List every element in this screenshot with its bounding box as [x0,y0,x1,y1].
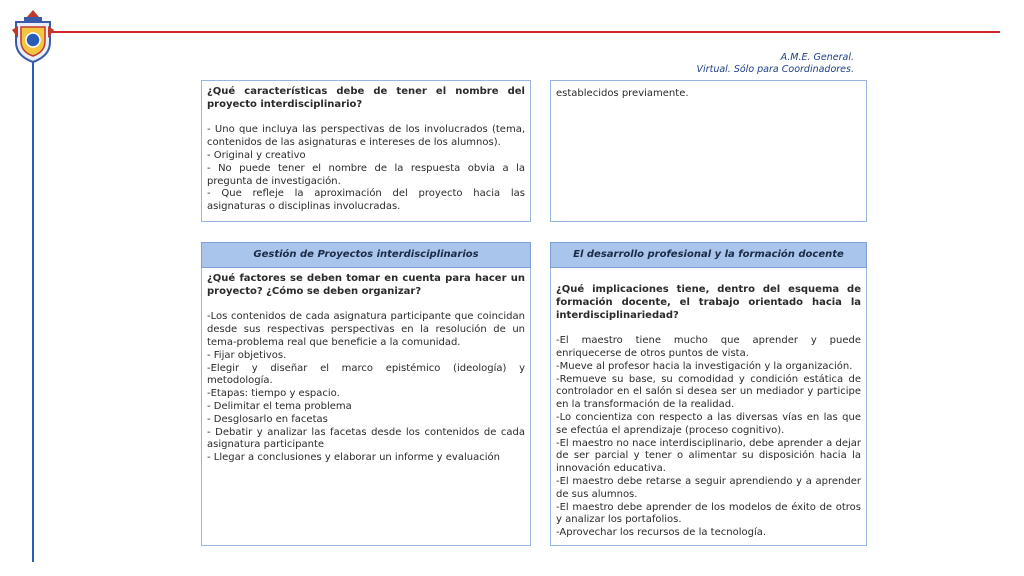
header-red-rule [28,31,1000,33]
list-item: -Mueve al profesor hacia la investigación y la organización. [556,360,853,372]
list-item: -Elegir y diseñar el marco epistémico (ideología) y metodología. [207,362,525,387]
list-item: - Delimitar el tema problema [207,400,352,412]
institution-crest-icon [10,8,56,64]
list-item: - Llegar a conclusiones y elaborar un informe y evaluación [207,452,500,464]
top-left-content [207,86,525,214]
list-item: - Desglosarlo en facetas [207,413,328,425]
list-item: - No puede tener el nombre de la respuesta obvia a la pregunta de investigación. [207,162,525,187]
header-line-2: Virtual. Sólo para Coordinadores. [696,64,854,75]
list-item: - Debatir y analizar las facetas desde los contenidos de cada asignatura participante [207,426,525,451]
header-caption [697,52,854,76]
bottom-left-title: Gestión de Proyectos interdisciplinarios [201,242,531,268]
bottom-right-title: El desarrollo profesional y la formación docente [550,242,867,268]
list-item: -Lo concientiza con respecto a las diversas vías en las que se efectúa el aprendizaje (proceso cognitivo). [556,411,861,436]
list-item: - Uno que incluya las perspectivas de los involucrados (tema, contenidos de las asignaturas e intereses de los alumnos). [207,124,525,149]
list-item: -Aprovechar los recursos de la tecnología. [556,527,767,539]
header-line-1: A.M.E. General. [780,52,854,63]
bottom-right-question: ¿Qué implicaciones tiene, dentro del esquema de formación docente, el trabajo orientado hacia la interdisciplinariedad? [556,284,861,321]
list-item: -Los contenidos de cada asignatura participante que coincidan desde sus respectivas perspectivas en la resolución de un tema-problema real que beneficie a la comunidad. [207,311,525,348]
list-item: - Original y creativo [207,149,306,161]
top-right-box [550,80,867,222]
bottom-left-content [207,273,525,465]
list-item: -El maestro tiene mucho que aprender y puede enriquecerse de otros puntos de vista. [556,335,861,359]
list-item: -El maestro debe aprender de los modelos de éxito de otros y analizar los portafolios. [556,501,861,526]
list-item: - Que refleje la aproximación del proyecto hacia las asignaturas o disciplinas involucradas. [207,188,525,213]
bottom-left-question: ¿Qué factores se deben tomar en cuenta para hacer un proyecto? ¿Cómo se deben organizar? [207,273,525,297]
bottom-right-content [556,284,861,540]
continued-text: establecidos previamente. [556,88,689,99]
left-blue-rule [32,40,34,562]
list-item: -El maestro debe retarse a seguir aprendiendo y a aprender de sus alumnos. [556,475,861,500]
top-left-question: ¿Qué características debe de tener el nombre del proyecto interdisciplinario? [207,86,525,110]
list-item: -Remueve su base, su comodidad y condición estática de controlador en el salón si desea ser un mediador y participe en la transformación de la realidad. [556,373,861,411]
top-right-content [556,88,861,101]
list-item: -Etapas: tiempo y espacio. [207,388,340,400]
list-item: - Fijar objetivos. [207,349,287,361]
list-item: -El maestro no nace interdisciplinario, debe aprender a dejar de ser parcial y tener o alimentar su disposición hacia la innovación educativa. [556,437,861,475]
